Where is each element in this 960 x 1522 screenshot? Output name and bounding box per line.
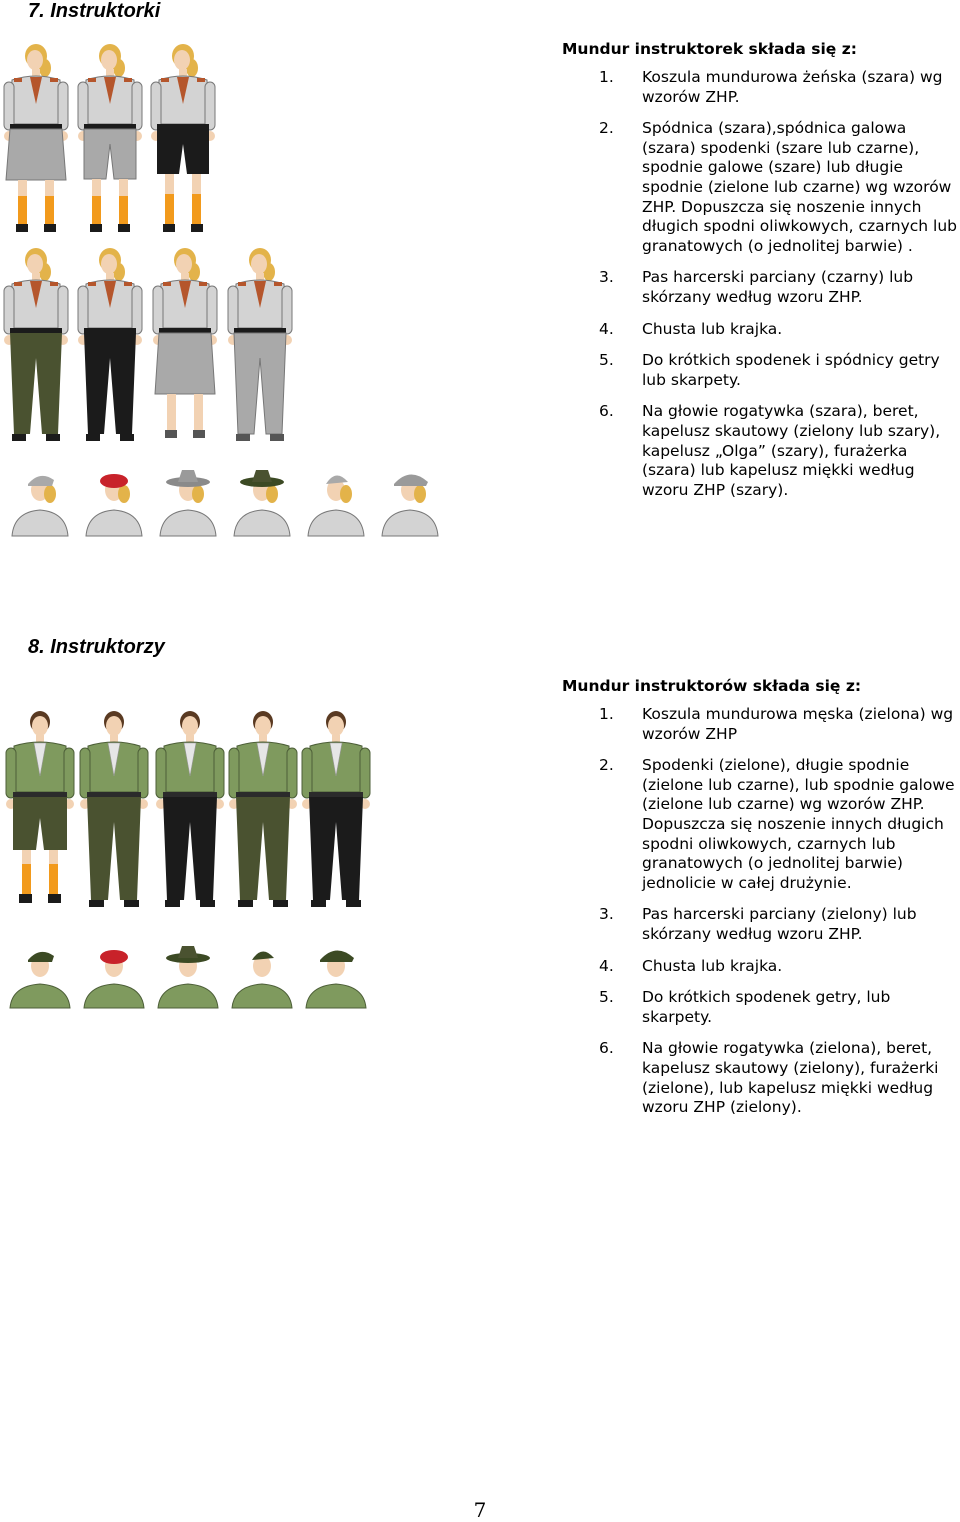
list-item: 6. Na głowie rogatywka (zielona), beret, kapelusz skautowy (zielony), furażerki (zielone), lub kapelusz miękki według wzoru ZHP (zielony). — [599, 1039, 939, 1117]
list-item: 1. Koszula mundurowa męska (zielona) wg wzorów ZHP — [599, 705, 954, 743]
list-item: 6. Na głowie rogatywka (szara), beret, kapelusz skautowy (zielony lub szary), kapelusz „Olga” (szary), furażerka (szara) lub kapelusz miękki według wzoru ZHP (szary). — [599, 402, 941, 499]
female-uniforms-illustration — [0, 36, 450, 541]
section-title-instruktorzy: 8. Instruktorzy — [28, 636, 165, 658]
list-item: 5. Do krótkich spodenek getry, lub skarpety. — [599, 988, 891, 1026]
list-item: 2. Spódnica (szara),spódnica galowa (szara) spodenki (szare lub czarne), spodnie galowe (szare) lub długie spodnie (zielone lub czarne) wg wzorów ZHP. Dopuszcza się noszenie innych długich spodni oliwkowych, czarnych lub granatowych (o jednolitej barwie) . — [599, 119, 958, 255]
instruktorki-list — [562, 68, 960, 500]
page-number: 7 — [473, 1498, 487, 1522]
list-item: 2. Spodenki (zielone), długie spodnie (zielone lub czarne), lub spodnie galowe (zielone lub czarne) wg wzorów ZHP. Dopuszcza się noszenie innych długich spodni oliwkowych, czarnych lub granatowych (o jednolitej barwie) jednolicie w całej drużynie. — [599, 756, 955, 892]
instruktorki-intro: Mundur instruktorek składa się z: — [562, 40, 857, 58]
instruktorki-requirements — [562, 40, 960, 512]
male-uniforms-illustration — [0, 704, 380, 1014]
section-title-instruktorki: 7. Instruktorki — [28, 0, 161, 22]
list-item: 3. Pas harcerski parciany (czarny) lub skórzany według wzoru ZHP. — [599, 268, 914, 306]
instruktorzy-list — [562, 705, 960, 1118]
instruktorzy-intro: Mundur instruktorów składa się z: — [562, 677, 862, 695]
instruktorzy-requirements — [562, 677, 960, 1130]
list-item: 1. Koszula mundurowa żeńska (szara) wg wzorów ZHP. — [599, 68, 943, 106]
list-item: 4. Chusta lub krajka. — [599, 319, 783, 338]
list-item: 5. Do krótkich spodenek i spódnicy getry lub skarpety. — [599, 351, 940, 389]
list-item: 4. Chusta lub krajka. — [599, 956, 783, 975]
list-item: 3. Pas harcerski parciany (zielony) lub skórzany według wzoru ZHP. — [599, 905, 917, 943]
